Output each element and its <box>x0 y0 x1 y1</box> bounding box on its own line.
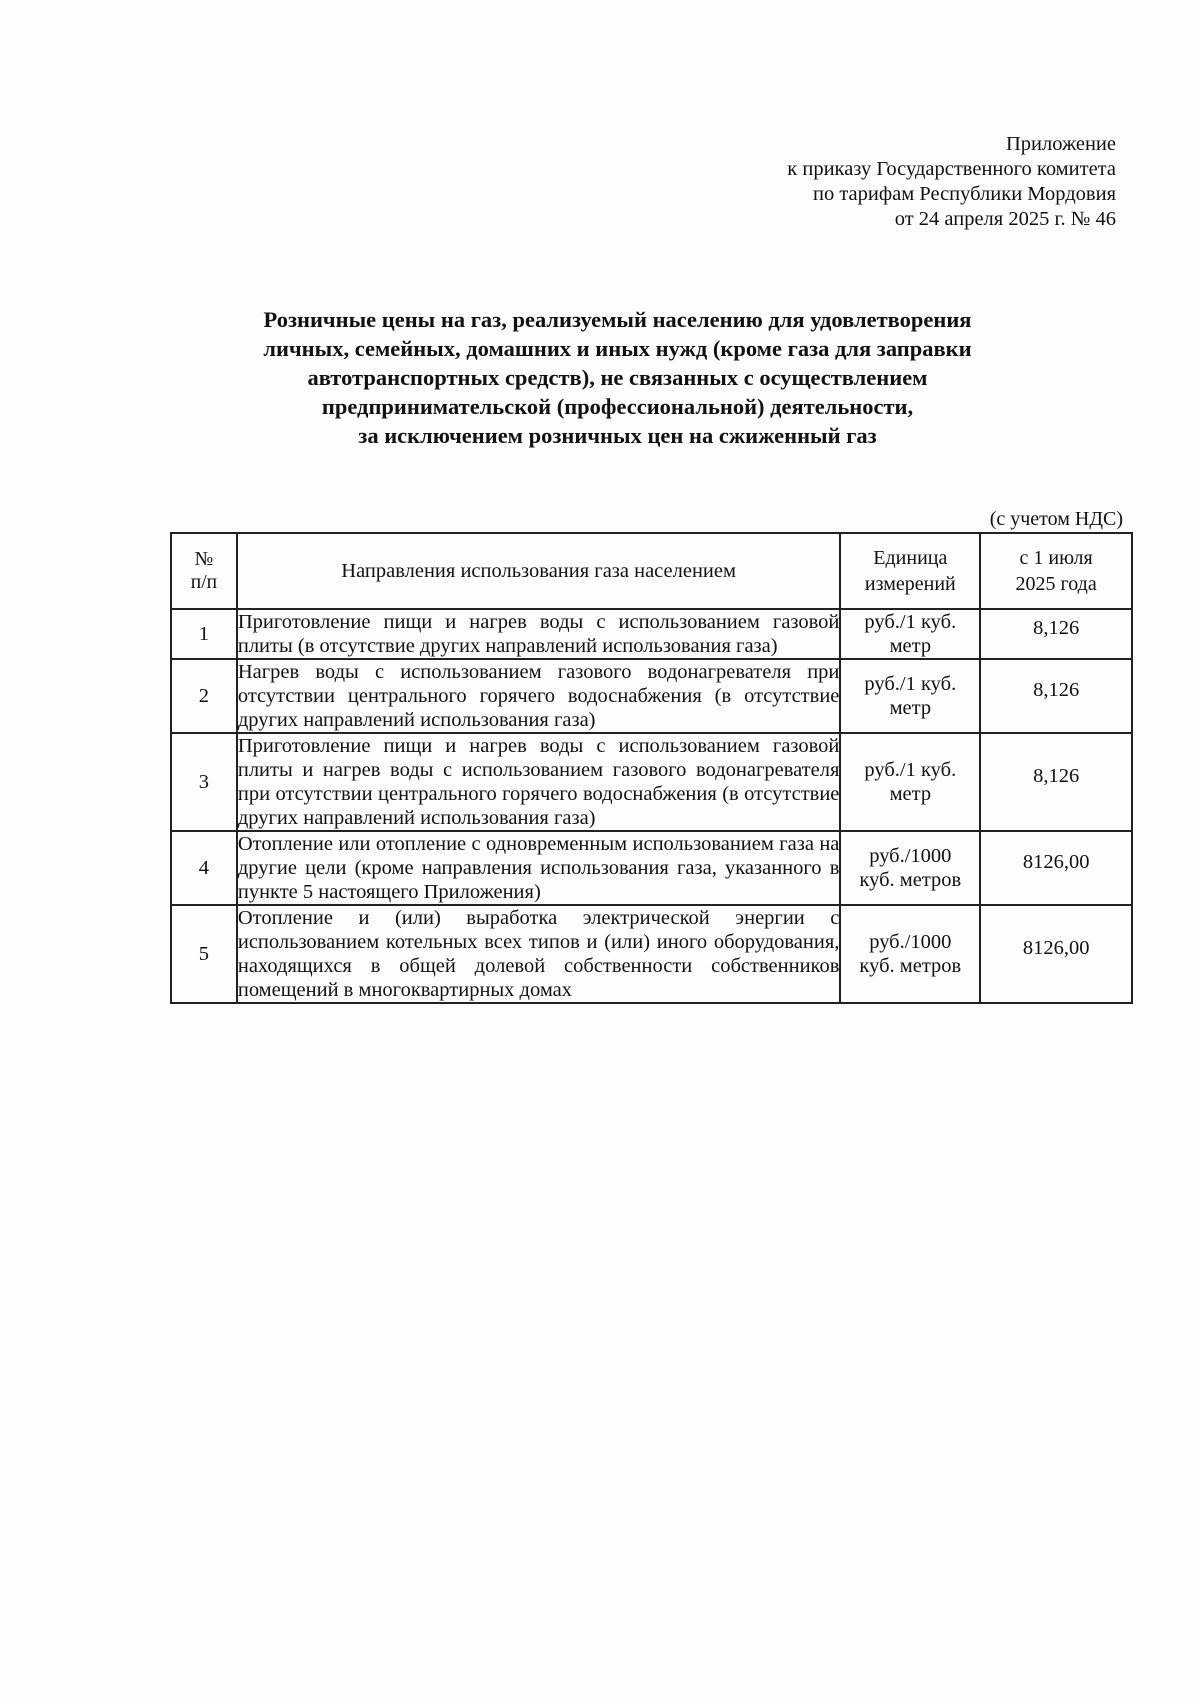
row-number: 5 <box>171 905 237 1003</box>
table-row <box>171 609 1132 659</box>
row-number: 4 <box>171 831 237 905</box>
row-unit <box>840 831 980 905</box>
title-line: предпринимательской (профессиональной) деятельности, <box>321 394 914 419</box>
row-number: 1 <box>171 609 237 659</box>
row-price <box>980 659 1132 733</box>
header-unit-line: измерений <box>864 573 956 595</box>
row-price-value: 8126,00 <box>1022 851 1090 873</box>
row-number: 3 <box>171 733 237 831</box>
header-price-line: с 1 июля <box>1019 547 1093 569</box>
row-price <box>980 905 1132 1003</box>
vat-note: (с учетом НДС) <box>989 508 1123 530</box>
row-description: Отопление и (или) выработка электрической энергии с использованием котельных всех типов и (или) иного оборудования, находящихся в общей долевой собственности собственников помещений в многоквартирных домах <box>237 907 840 1001</box>
title-line: Розничные цены на газ, реализуемый населению для удовлетворения <box>263 307 972 332</box>
row-price-value: 8,126 <box>1033 679 1080 701</box>
row-price-value: 8,126 <box>1033 765 1080 787</box>
row-unit-line: метр <box>889 783 932 805</box>
tariff-table <box>170 532 1133 1004</box>
row-unit <box>840 659 980 733</box>
row-number: 2 <box>171 659 237 733</box>
header-num-symbol: № <box>194 549 214 570</box>
appendix-header-line: Приложение <box>1005 133 1116 155</box>
title-line: личных, семейных, домашних и иных нужд (кроме газа для заправки <box>263 336 972 361</box>
title-line: автотранспортных средств), не связанных с осуществлением <box>307 365 928 390</box>
row-unit-line: руб./1 куб. <box>864 673 957 695</box>
table-row <box>171 659 1132 733</box>
column-header-direction: Направления использования газа населением <box>237 533 841 609</box>
row-unit-line: руб./1 куб. <box>864 611 957 633</box>
table-header-row <box>171 533 1132 609</box>
column-header-unit <box>840 533 980 609</box>
row-unit <box>840 609 980 659</box>
row-unit-line: куб. метров <box>859 869 962 891</box>
title-line: за исключением розничных цен на сжиженный газ <box>358 423 877 448</box>
appendix-header-line: к приказу Государственного комитета <box>787 158 1116 180</box>
table-row <box>171 733 1132 831</box>
header-num-label: п/п <box>190 572 218 593</box>
row-price-value: 8,126 <box>1033 617 1080 639</box>
column-header-number <box>171 533 237 609</box>
column-header-price <box>980 533 1132 609</box>
row-price <box>980 733 1132 831</box>
row-price <box>980 609 1132 659</box>
row-unit-line: руб./1 куб. <box>864 759 957 781</box>
row-unit <box>840 733 980 831</box>
row-unit-line: руб./1000 <box>869 845 952 867</box>
header-price-line: 2025 года <box>1015 573 1097 595</box>
row-unit-line: куб. метров <box>859 955 962 977</box>
row-unit-line: метр <box>889 697 932 719</box>
row-unit-line: метр <box>889 635 932 657</box>
row-description: Нагрев воды с использованием газового водонагревателя при отсутствии центрального горячего водоснабжения (в отсутствие других направлений использования газа) <box>237 661 840 731</box>
table-row <box>171 905 1132 1003</box>
header-unit-line: Единица <box>873 547 948 569</box>
row-price <box>980 831 1132 905</box>
appendix-header-line: от 24 апреля 2025 г. № 46 <box>894 208 1116 230</box>
row-description: Приготовление пищи и нагрев воды с использованием газовой плиты и нагрев воды с использованием газового водонагревателя при отсутствии центрального горячего водоснабжения (в отсутствие других направлений использования газа) <box>237 735 840 829</box>
appendix-header <box>596 132 1116 232</box>
row-description: Отопление или отопление с одновременным использованием газа на другие цели (кроме направления использования газа, указанного в пункте 5 настоящего Приложения) <box>237 833 840 903</box>
row-price-value: 8126,00 <box>1022 937 1090 959</box>
appendix-header-line: по тарифам Республики Мордовия <box>812 183 1116 205</box>
table-row <box>171 831 1132 905</box>
row-unit <box>840 905 980 1003</box>
row-description: Приготовление пищи и нагрев воды с использованием газовой плиты (в отсутствие других направлений использования газа) <box>237 611 840 657</box>
row-unit-line: руб./1000 <box>869 931 952 953</box>
document-title <box>150 305 1085 450</box>
